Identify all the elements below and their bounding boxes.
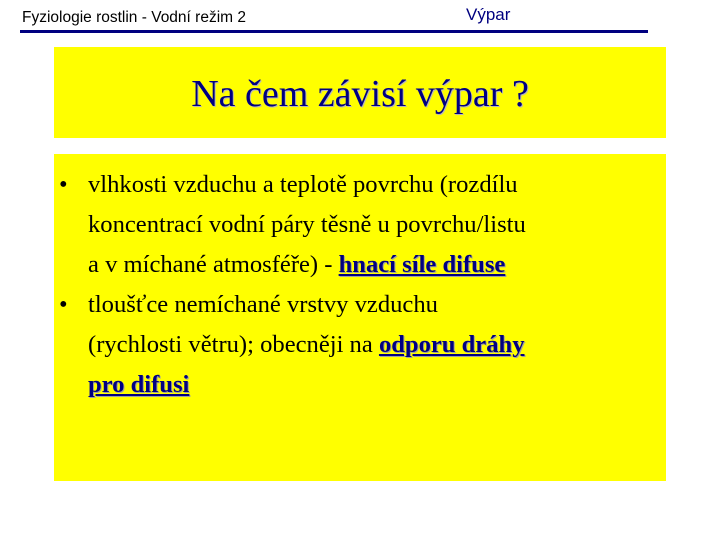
- bullet-list: [54, 165, 664, 405]
- bullet-marker: •: [59, 291, 68, 318]
- topic-header: Výpar: [466, 5, 511, 24]
- highlight-term: odporu dráhy: [378, 331, 525, 358]
- bullet-marker: •: [59, 171, 68, 198]
- title-panel: [54, 47, 666, 138]
- bullet-text-line: a v míchané atmosféře) -: [88, 251, 339, 278]
- bullet-text-line: vlhkosti vzduchu a teplotě povrchu (rozdílu: [88, 171, 518, 198]
- course-header: Fyziologie rostlin - Vodní režim 2: [22, 9, 246, 26]
- bullet-text-line: koncentrací vodní páry těsně u povrchu/listu: [88, 211, 526, 238]
- highlight-term: pro difusi: [88, 371, 190, 398]
- bullet-text-line: tloušťce nemíchané vrstvy vzduchu: [88, 291, 438, 318]
- header-divider: [20, 30, 648, 33]
- slide-title: Na čem závisí výpar ?: [191, 72, 529, 115]
- content-panel: [54, 154, 666, 481]
- bullet-item-air-layer: [54, 285, 664, 405]
- bullet-text-line: (rychlosti větru); obecněji na: [88, 331, 379, 358]
- highlight-term: hnací síle difuse: [338, 251, 506, 278]
- bullet-item-humidity: [54, 165, 664, 285]
